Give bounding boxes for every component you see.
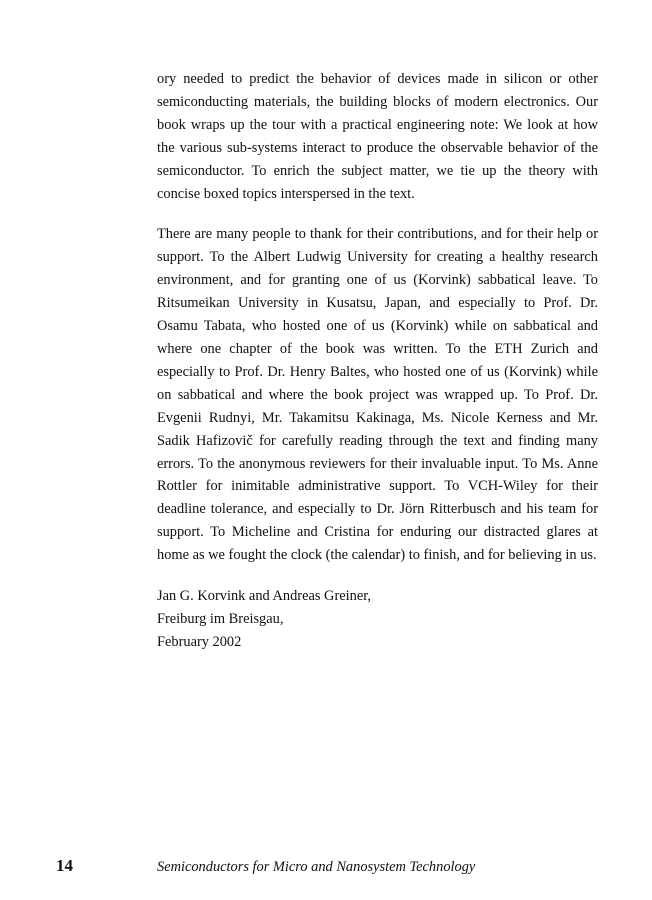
signature-place: Freiburg im Breisgau, xyxy=(157,610,284,627)
page-number: 14 xyxy=(56,856,73,875)
paragraph-acknowledgements: There are many people to thank for their contributions, and for their help or support. To the Albert Ludwig University for creating a healthy research environment, and for granting one of us (Korvink) sabbatical leave. To Ritsumeikan University in Kusatsu, Japan, and especially to Prof. Dr. Osamu Tabata, who hosted one of us (Korvink) while on sabbatical and where one chapter of the book was written. To the ETH Zurich and especially to Prof. Dr. Henry Baltes, who hosted one of us (Korvink) while on sabbatical and where the book project was wrapped up. To Prof. Dr. Evgenii Rudnyi, Mr. Takamitsu Kakinaga, Ms. Nicole Kerness and Mr. Sadik Hafizovič for carefully reading through the text and finding many errors. To the anonymous reviewers for their invaluable input. To Ms. Anne Rottler for inimitable administrative support. To VCH-Wiley for their deadline tolerance, and especially to Dr. Jörn Ritterbusch and his team for support. To Micheline and Cristina for enduring our distracted glares at home as we fought the clock (the calendar) to finish, and for believing in us. xyxy=(157,226,598,564)
signature-date: February 2002 xyxy=(157,633,242,650)
page-footer xyxy=(0,855,652,877)
signature-block xyxy=(157,585,598,654)
running-title: Semiconductors for Micro and Nanosystem Technology xyxy=(157,859,476,875)
page-body xyxy=(157,68,598,654)
signature-authors: Jan G. Korvink and Andreas Greiner, xyxy=(157,588,372,605)
paragraph-theory-continuation: ory needed to predict the behavior of devices made in silicon or other semiconducting materials, the building blocks of modern electronics. Our book wraps up the tour with a practical engineering note: We look at how the various sub-systems interact to produce the observable behavior of the semiconductor. To enrich the subject matter, we tie up the theory with concise boxed topics interspersed in the text. xyxy=(157,71,598,202)
